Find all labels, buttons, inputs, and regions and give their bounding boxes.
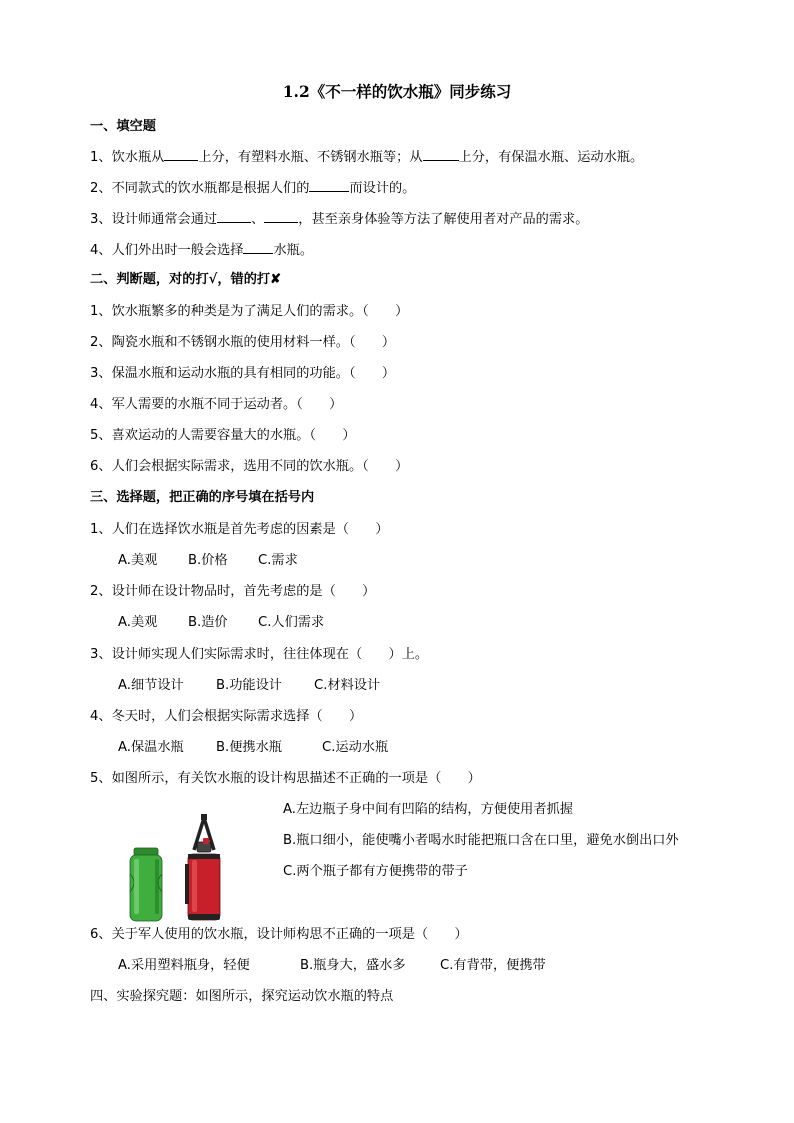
q3-text-c: ，甚至亲身体验等方法了解使用者对产品的需求。 (298, 212, 589, 227)
option-c: C.运动水瓶 (322, 740, 389, 755)
judge-item-3: 3、保温水瓶和运动水瓶的具有相同的功能。（ ） (90, 366, 396, 381)
option-c: C.需求 (258, 553, 298, 568)
choice-q4-options (118, 739, 388, 757)
choice-q4-stem: 4、冬天时，人们会根据实际需求选择（ ） (90, 709, 363, 724)
choice-q1-options (118, 552, 298, 570)
answer-blank[interactable] (217, 209, 251, 223)
q2-text-b: 而设计的。 (349, 181, 416, 196)
option-b: B.造价 (188, 615, 228, 630)
section-1-heading: 一、填空题 (90, 119, 156, 134)
option-b: B.便携水瓶 (216, 740, 282, 755)
option-c: C.有背带，便携带 (440, 958, 546, 973)
fill-question-3 (90, 209, 588, 229)
section-2-heading: 二、判断题，对的打√，错的打✘ (90, 272, 282, 287)
answer-blank[interactable] (264, 209, 298, 223)
choice-q5-option-a: A.左边瓶子身中间有凹陷的结构，方便使用者抓握 (283, 802, 573, 817)
choice-q3-options (118, 677, 380, 695)
fill-question-4 (90, 240, 313, 260)
q1-text-c: 上分，有保温水瓶、运动水瓶。 (458, 150, 644, 165)
q3-text-a: 3、设计师通常会通过 (90, 212, 218, 227)
section-4-heading: 四、实验探究题：如图所示，探究运动饮水瓶的特点 (90, 989, 394, 1004)
answer-blank[interactable] (164, 147, 198, 161)
q1-text-b: 上分，有塑料水瓶、不锈钢水瓶等；从 (198, 150, 423, 165)
choice-q5-option-c: C.两个瓶子都有方便携带的带子 (283, 864, 468, 879)
water-bottles-figure (122, 812, 234, 924)
q3-text-b: 、 (251, 212, 265, 227)
q1-text-a: 1、饮水瓶从 (90, 150, 165, 165)
answer-blank[interactable] (423, 147, 459, 161)
choice-q6-options (118, 957, 546, 975)
answer-blank[interactable] (309, 178, 349, 192)
option-a: A.细节设计 (118, 678, 184, 693)
judge-item-5: 5、喜欢运动的人需要容量大的水瓶。（ ） (90, 428, 356, 443)
option-c: C.人们需求 (258, 615, 325, 630)
judge-item-6: 6、人们会根据实际需求，选用不同的饮水瓶。（ ） (90, 459, 409, 474)
judge-item-4: 4、军人需要的水瓶不同于运动者。（ ） (90, 397, 343, 412)
page-title: 1.2《不一样的饮水瓶》同步练习 (282, 82, 512, 101)
option-a: A.美观 (118, 615, 158, 630)
fill-question-2 (90, 178, 415, 198)
choice-q3-stem: 3、设计师实现人们实际需求时，往往体现在（ ）上。 (90, 647, 429, 662)
option-a: A.保温水瓶 (118, 740, 184, 755)
choice-q2-options (118, 614, 324, 632)
section-3-heading: 三、选择题，把正确的序号填在括号内 (90, 490, 315, 505)
option-c: C.材料设计 (314, 678, 381, 693)
q4-text-b: 水瓶。 (273, 243, 314, 258)
option-b: B.瓶身大，盛水多 (300, 958, 406, 973)
choice-q2-stem: 2、设计师在设计物品时，首先考虑的是（ ） (90, 584, 376, 599)
option-a: A.采用塑料瓶身，轻便 (118, 958, 250, 973)
red-bottle-icon (185, 814, 220, 920)
option-a: A.美观 (118, 553, 158, 568)
choice-q5-option-b: B.瓶口细小，能使嘴小者喝水时能把瓶口含在口里，避免水倒出口外 (283, 833, 679, 848)
green-bottle-icon (130, 848, 162, 921)
choice-q6-stem: 6、关于军人使用的饮水瓶，设计师构思不正确的一项是（ ） (90, 927, 468, 942)
q4-text-a: 4、人们外出时一般会选择 (90, 243, 244, 258)
option-b: B.功能设计 (216, 678, 282, 693)
judge-item-2: 2、陶瓷水瓶和不锈钢水瓶的使用材料一样。（ ） (90, 335, 396, 350)
judge-item-1: 1、饮水瓶繁多的种类是为了满足人们的需求。（ ） (90, 304, 409, 319)
q2-text-a: 2、不同款式的饮水瓶都是根据人们的 (90, 181, 310, 196)
choice-q5-stem: 5、如图所示，有关饮水瓶的设计构思描述不正确的一项是（ ） (90, 771, 481, 786)
choice-q1-stem: 1、人们在选择饮水瓶是首先考虑的因素是（ ） (90, 522, 389, 537)
option-b: B.价格 (188, 553, 228, 568)
answer-blank[interactable] (243, 240, 273, 254)
fill-question-1 (90, 147, 643, 167)
